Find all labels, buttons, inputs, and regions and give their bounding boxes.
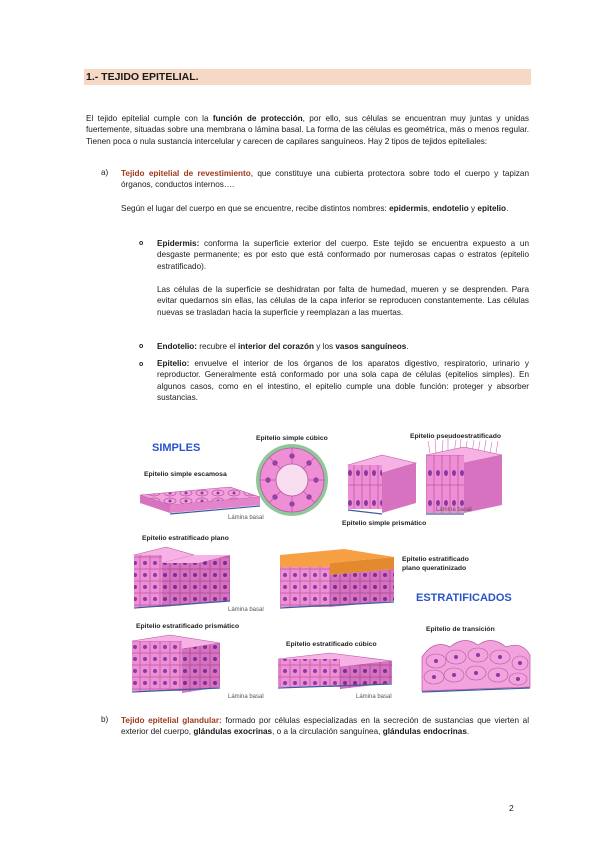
label-simple-escamosa: Epitelio simple escamosa <box>144 471 227 478</box>
label-queratinizado-1: Epitelio estratificado <box>402 556 469 563</box>
lamina-basal-1: Lámina basal <box>228 515 264 521</box>
lamina-basal-5: Lámina basal <box>356 694 392 700</box>
stratified-keratinized-block <box>280 549 394 608</box>
bullet-epidermis: o <box>139 240 144 247</box>
item-b-marker: b) <box>101 715 109 724</box>
lamina-basal-4: Lámina basal <box>228 694 264 700</box>
stratified-squamous-block <box>134 547 230 608</box>
item-a-names-paragraph: Según el lugar del cuerpo en que se encuentre, recibe distintos nombres: epidermis, endotelio y epitelio. <box>121 204 509 213</box>
intro-paragraph: El tejido epitelial cumple con la función de protección, por ello, sus células se encuentran muy juntas y unidas fuertemente, situadas sobre una membrana o lámina basal. La forma de las células es geométrica, más o menos regular. Tienen poca o nula sustancia intercelular y carecen de capilares sanguíneos. Hay 2 tipos de tejidos epiteliales: <box>86 114 529 146</box>
lamina-basal-2: Lámina basal <box>436 507 472 513</box>
epidermis-paragraph-2: Las células de la superficie se deshidratan por falta de humedad, mueren y se desprenden. Para evitar quedarnos sin ellas, las células de la capa inferior se reproducen constantemente. Las células nuevas se trasladan hacia la superficie y reemplazan a las muertas. <box>157 285 529 317</box>
epithelium-figure <box>130 425 540 710</box>
estratificados-title: ESTRATIFICADOS <box>416 592 512 604</box>
label-simple-cubico: Epitelio simple cúbico <box>256 435 328 442</box>
endotelio-paragraph: Endotelio: recubre el interior del corazón y los vasos sanguíneos. <box>157 342 409 351</box>
section-title: 1.- TEJIDO EPITELIAL. <box>84 69 531 85</box>
label-transicion: Epitelio de transición <box>426 626 495 633</box>
label-estratificado-cubico: Epitelio estratificado cúbico <box>286 641 377 648</box>
item-a-paragraph: Tejido epitelial de revestimiento, que constituye una cubierta protectora sobre todo el cuerpo y tapizan órganos, conductos internos…. <box>121 169 529 190</box>
label-pseudoestratificado: Epitelio pseudoestratificado <box>410 433 502 440</box>
label-simple-prismatico: Epitelio simple prismático <box>342 520 427 527</box>
pseudostratified-block <box>426 438 502 514</box>
label-estratificado-prismatico: Epitelio estratificado prismático <box>136 623 240 630</box>
lamina-basal-3: Lámina basal <box>228 607 264 613</box>
item-a-marker: a) <box>101 168 109 177</box>
stratified-cuboidal-block <box>278 653 392 689</box>
bullet-endotelio: o <box>139 343 144 350</box>
simple-squamous-block <box>140 487 260 514</box>
label-estratificado-plano: Epitelio estratificado plano <box>142 535 229 542</box>
stratified-columnar-block <box>132 635 220 693</box>
page-number: 2 <box>509 803 514 813</box>
simples-title: SIMPLES <box>152 442 201 454</box>
simple-cuboidal-ring <box>256 444 328 516</box>
epitelio-paragraph: Epitelio: envuelve el interior de los órganos de los aparatos digestivo, respiratorio, urinario y reproductor. Generalmente está conformado por una sola capa de células (epitelios simples). En algunos casos, como en el intestino, el epitelio cumple una doble función: proteger y absorber sustancias. <box>157 359 529 403</box>
simple-columnar-block <box>348 455 416 514</box>
epidermis-paragraph: Epidermis: conforma la superficie exterior del cuerpo. Este tejido se encuentra expuesto a un desgaste permanente; es por esto que está conformado por numerosas capas o estratos (epitelio estratificado). <box>157 239 529 271</box>
label-queratinizado-2: plano queratinizado <box>402 565 467 572</box>
item-b-paragraph: Tejido epitelial glandular: formado por células especializadas en la secreción de sustancias que vierten al exterior del cuerpo, glándulas exocrinas, o a la circulación sanguínea, glándulas endocrinas. <box>121 716 530 737</box>
bullet-epitelio: o <box>139 361 144 368</box>
transitional-block <box>422 640 530 692</box>
